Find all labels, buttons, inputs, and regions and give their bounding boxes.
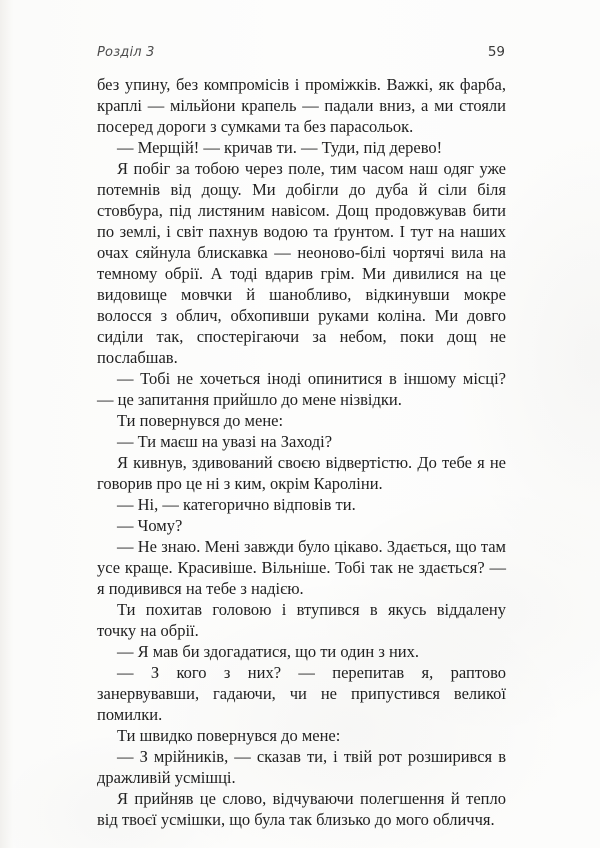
paragraph: — З мрійників, — сказав ти, і твій рот розширився в дражливій усмішці.: [97, 747, 506, 787]
body-text: [97, 74, 506, 830]
paragraph: Ти похитав головою і втупився в якусь віддалену точку на обрії.: [97, 600, 506, 640]
page-number: 59: [487, 44, 505, 60]
paragraph: — Не знаю. Мені завжди було цікаво. Здається, що там усе краще. Красивіше. Вільніше. Тобі так не здається? — я подивився на тебе з надією.: [97, 537, 506, 598]
paragraph: — Ти маєш на увазі на Заході?: [117, 432, 333, 451]
chapter-title: Розділ 3: [97, 45, 155, 60]
paragraph: — Чому?: [117, 516, 183, 535]
paragraph: Ти швидко повернувся до мене:: [117, 726, 341, 745]
paragraph: Я кивнув, здивований своєю відвертістю. До тебе я не говорив про це ні з ким, окрім Кароліни.: [97, 453, 506, 493]
paragraph: — Тобі не хочеться іноді опинитися в іншому місці? — це запитання прийшло до мене нізвідки.: [97, 369, 506, 409]
paragraph: без упину, без компромісів і проміжків. Важкі, як фарба, краплі — мільйони крапель — падали вниз, а ми стояли посеред дороги з сумками та без парасольок.: [97, 75, 506, 136]
paragraph: Ти повернувся до мене:: [117, 411, 284, 430]
paragraph: — Мерщій! — кричав ти. — Туди, під дерево!: [117, 138, 443, 157]
paragraph: Я побіг за тобою через поле, тим часом наш одяг уже потемнів від дощу. Ми добігли до дуба й сіли біля стовбура, під листяним навісом. Дощ продовжував бити по землі, і світ пахнув водою та ґрунтом. І тут на наших очах сяйнула блискавка — неоново-білі чортячі вила на темному обрії. А тоді вдарив грім. Ми дивилися на це видовище мовчки й шанобливо, відкинувши мокре волосся з облич, обхопивши руками коліна. Ми довго сиділи так, спостерігаючи за небом, поки дощ не послабшав.: [97, 159, 506, 367]
paragraph: — Я мав би здогадатися, що ти один з них.: [117, 642, 420, 661]
paragraph: — Ні, — категорично відповів ти.: [117, 495, 356, 514]
running-head: [97, 44, 505, 60]
paragraph: Я прийняв це слово, відчуваючи полегшення й тепло від твоєї усмішки, що була так близько до мого обличчя.: [97, 789, 506, 829]
paragraph: — З кого з них? — перепитав я, раптово занервувавши, гадаючи, чи не припустився великої помилки.: [97, 663, 506, 724]
